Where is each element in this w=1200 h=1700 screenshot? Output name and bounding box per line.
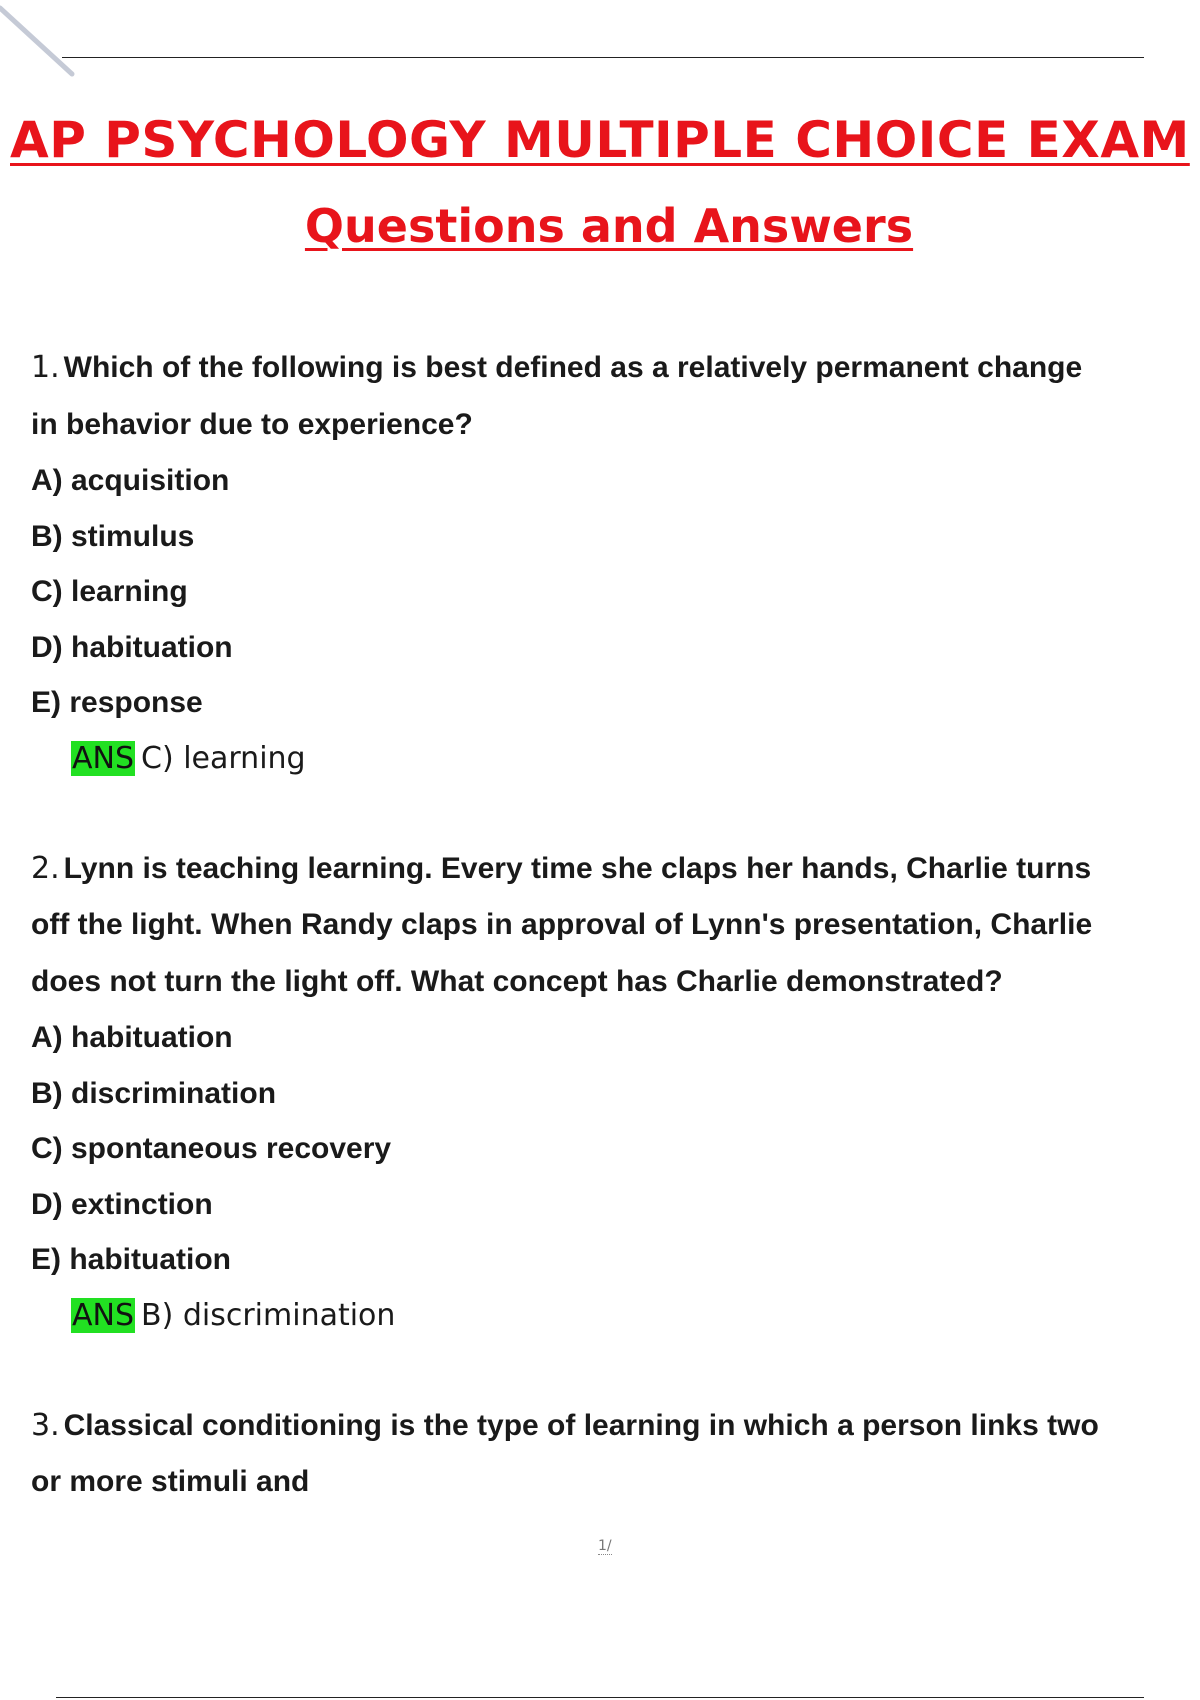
question-line: in behavior due to experience? [31, 407, 473, 441]
option-a: A) habituation [31, 1021, 233, 1054]
answer-badge: ANS [72, 1297, 135, 1333]
document-subtitle: Questions and Answers [304, 199, 914, 253]
question-line [31, 1398, 1200, 1455]
answer-badge: ANS [72, 740, 135, 776]
option-d: D) habituation [31, 630, 233, 664]
question-text [31, 1398, 1200, 1511]
option-b: B) stimulus [31, 519, 195, 553]
question-line: or more stimuli and [31, 1465, 310, 1498]
answer-line [71, 1288, 1200, 1344]
question-2 [31, 841, 1200, 1344]
question-number: 2. [31, 850, 60, 886]
question-line: does not turn the light off. What concept has Charlie demonstrated? [31, 964, 1003, 998]
option-c: C) spontaneous recovery [31, 1132, 392, 1165]
question-line-text: Lynn is teaching learning. Every time she claps her hands, Charlie turns [63, 851, 1092, 885]
option-c: C) learning [31, 575, 188, 608]
bottom-rule [56, 1697, 1144, 1698]
question-number: 1. [31, 350, 60, 385]
answer-text: C) learning [141, 740, 306, 776]
option-e: E) response [31, 686, 203, 719]
option-list [31, 453, 1200, 731]
question-line [31, 841, 1200, 898]
option-e: E) habituation [31, 1243, 231, 1276]
question-3 [31, 1398, 1200, 1511]
question-text [31, 340, 1200, 453]
question-text [31, 841, 1200, 1011]
answer-line [71, 731, 1200, 787]
page-corner-decoration [0, 0, 80, 80]
question-1 [31, 340, 1200, 787]
top-rule [62, 57, 1144, 58]
option-d: D) extinction [31, 1187, 213, 1221]
question-line: off the light. When Randy claps in approval of Lynn's presentation, Charlie [31, 908, 1093, 941]
option-list [31, 1010, 1200, 1288]
question-number: 3. [31, 1407, 60, 1443]
answer-text: B) discrimination [141, 1297, 396, 1333]
option-a: A) acquisition [31, 464, 230, 497]
option-b: B) discrimination [31, 1076, 277, 1110]
question-line-text: Which of the following is best defined as a relatively permanent change [63, 351, 1083, 384]
question-list [31, 340, 1200, 1565]
document-title: AP PSYCHOLOGY MULTIPLE CHOICE EXAM [10, 111, 1190, 169]
question-line [31, 340, 1200, 397]
page-number: 1/ [598, 1538, 612, 1554]
question-line-text: Classical conditioning is the type of learning in which a person links two [63, 1408, 1099, 1442]
